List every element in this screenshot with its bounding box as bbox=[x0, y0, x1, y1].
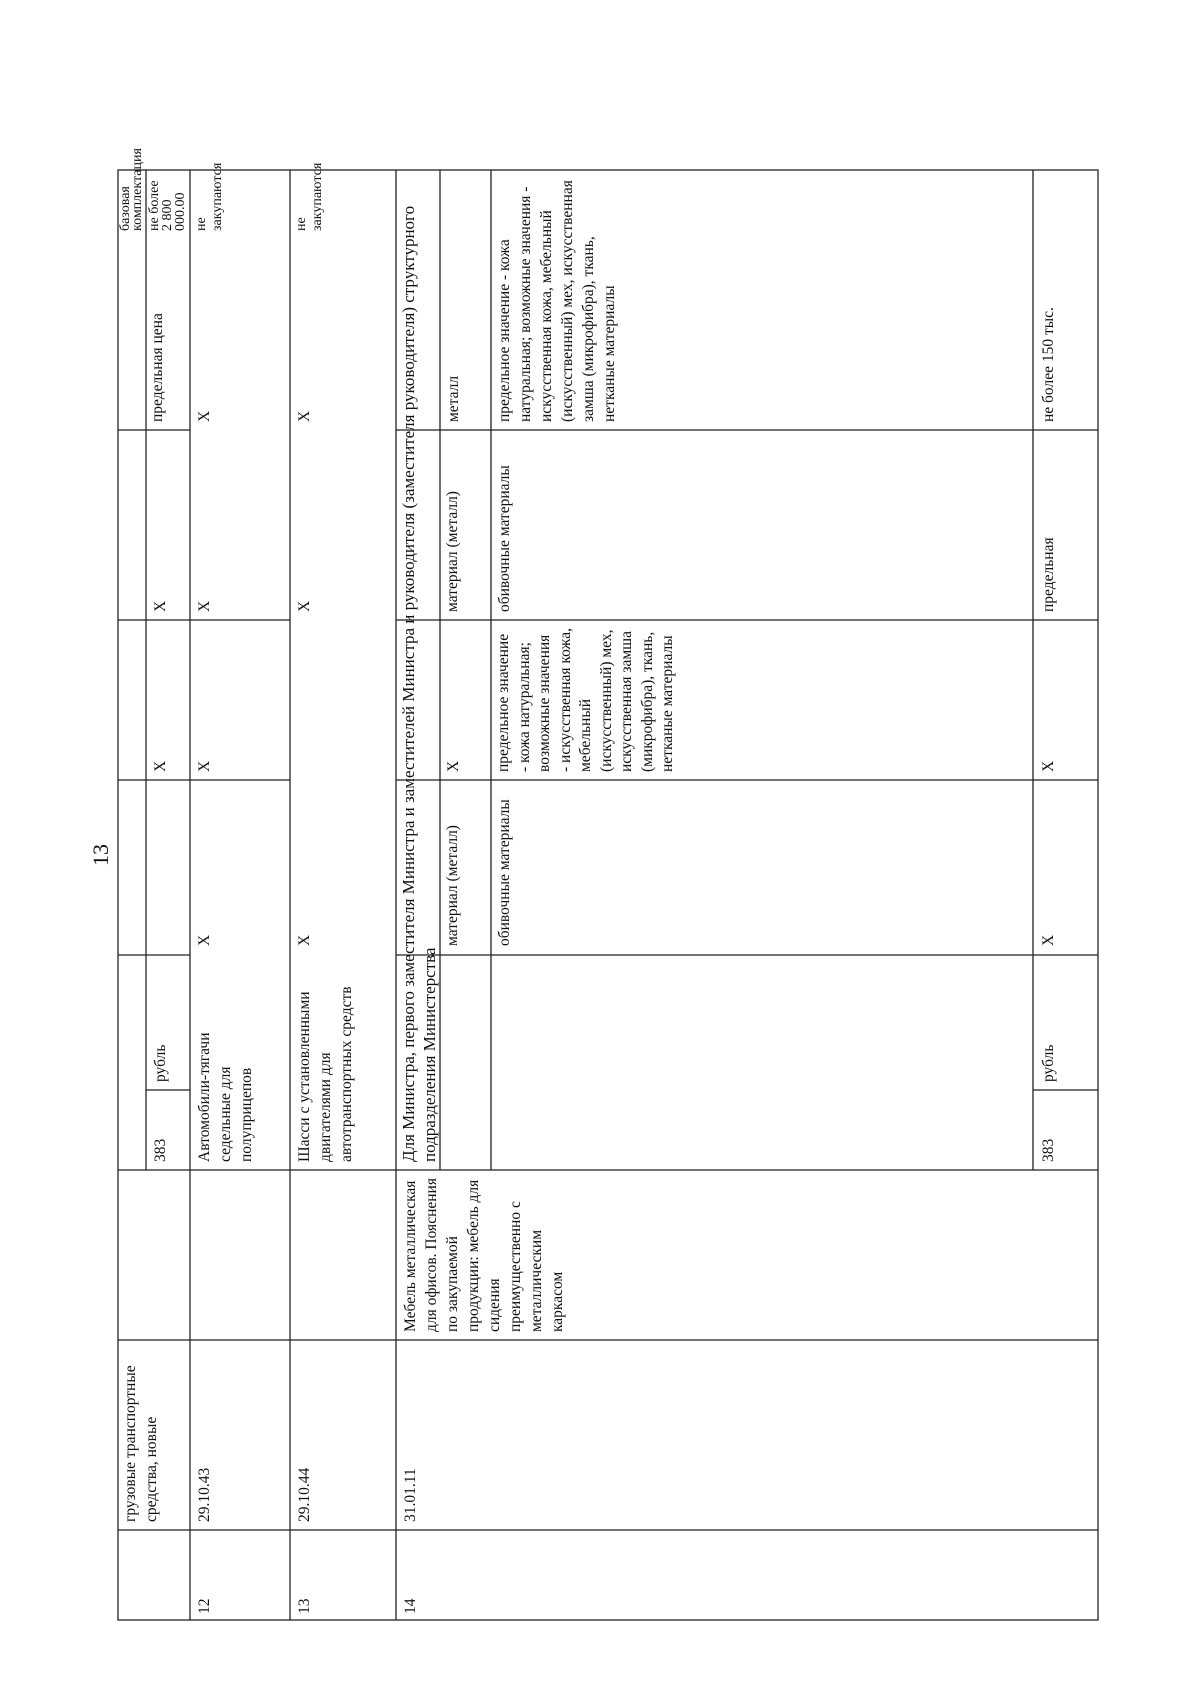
row14-upholstery-value: предельное значение - кожа натуральная; возможные значения - искусственная кожа, мебельный (искусственный) мех, искусственная замша (микрофибра), ткань, нетканые материалы bbox=[496, 180, 618, 422]
row13-num: 13 bbox=[296, 1598, 313, 1614]
row13-x2: X bbox=[296, 600, 313, 612]
cont-value: не более 2 800 000.00 bbox=[147, 180, 188, 231]
row14-header: Для Министра, первого заместителя Министра и заместителей Министра и руководителя (заместителя руководителя) структурного подразделения Министерства bbox=[399, 205, 439, 1162]
row13-name: Шасси с установленными двигателями для автотранспортных средств bbox=[296, 986, 355, 1162]
row12-x2: X bbox=[196, 760, 213, 772]
row14-value: не более 150 тыс. bbox=[1040, 307, 1057, 422]
cont-x2: X bbox=[152, 600, 169, 612]
row12-code: 29.10.43 bbox=[196, 1467, 213, 1522]
page-number: 13 bbox=[88, 844, 113, 866]
row13-x3: X bbox=[296, 410, 313, 422]
row12-x3: X bbox=[196, 600, 213, 612]
row14-upholstery-opt: предельное значение - кожа натуральная; возможные значения - искусственная кожа, мебельный (искусственный) мех, искусственная замша (микрофибра), ткань, нетканые материалы bbox=[495, 628, 676, 772]
row14-material-label: материал (металл) bbox=[444, 825, 461, 946]
row12-x4: X bbox=[196, 410, 213, 422]
row14-material-value: металл bbox=[445, 375, 462, 422]
row14-upholstery-label2: обивочные материалы bbox=[496, 465, 513, 612]
row14-unit-code: 383 bbox=[1040, 1138, 1057, 1162]
row14-material-x: X bbox=[445, 760, 462, 772]
cont-base-value: базовая комплектация bbox=[118, 148, 145, 231]
row14-price: предельная bbox=[1040, 537, 1057, 612]
rotated-table bbox=[118, 148, 1098, 1620]
row14-x2: X bbox=[1040, 760, 1057, 772]
row13-code: 29.10.44 bbox=[296, 1467, 313, 1522]
row12-x1: X bbox=[196, 934, 213, 946]
row12-name: Автомобили-тягачи седельные для полуприцепов bbox=[196, 1032, 255, 1162]
cont-price: предельная цена bbox=[149, 313, 166, 422]
row13-x1: X bbox=[296, 934, 313, 946]
cont-name: грузовые транспортные средства, новые bbox=[122, 1365, 160, 1522]
cont-x1: X bbox=[152, 760, 169, 772]
row12-value: не закупаются bbox=[194, 162, 225, 231]
row12-num: 12 bbox=[196, 1598, 213, 1614]
row14-num: 14 bbox=[402, 1598, 419, 1614]
cont-unit: рубль bbox=[152, 1044, 169, 1082]
row14-name: Мебель металлическая для офисов. Пояснения по закупаемой продукции: мебель для сидения преимущественно с металлическим каркасом bbox=[402, 1178, 566, 1332]
row14-material-label2: материал (металл) bbox=[444, 491, 461, 612]
cont-unit-code: 383 bbox=[152, 1138, 169, 1162]
row14-upholstery-label: обивочные материалы bbox=[496, 799, 513, 946]
row14-x1: X bbox=[1040, 934, 1057, 946]
row14-unit: рубль bbox=[1040, 1044, 1057, 1082]
row14-code: 31.01.11 bbox=[402, 1468, 419, 1522]
row13-value: не закупаются bbox=[294, 162, 325, 231]
